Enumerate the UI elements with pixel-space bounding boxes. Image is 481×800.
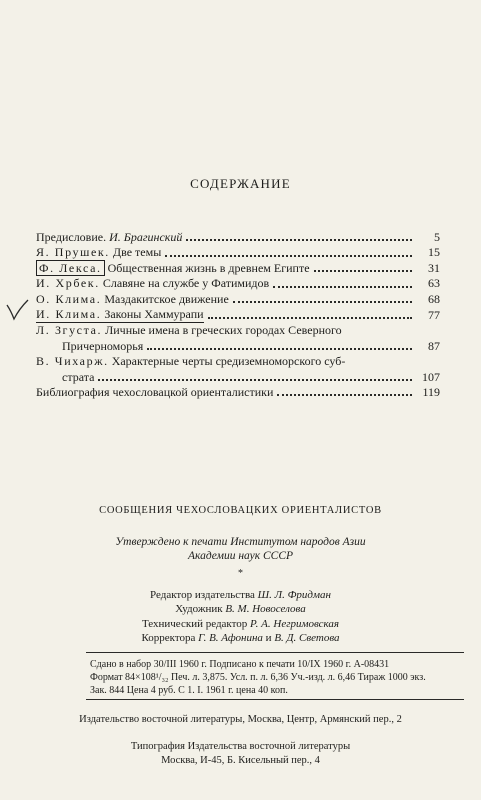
approval-note: Утверждено к печати Институтом народов Азии Академии наук СССР [115,536,366,562]
entry-author: И. Брагинский [109,230,183,244]
credits [0,588,481,645]
entry-page: 119 [422,385,440,400]
entry-title: Законы Хаммурапи [101,307,204,322]
entry-page: 87 [428,338,440,353]
dot-leader [277,394,412,396]
dot-leader [314,270,412,272]
entry-page: 107 [422,369,440,384]
entry-page: 68 [428,291,440,306]
entry-title-continuation: страта [62,369,95,384]
toc-entry-klima-i [36,307,440,323]
underlined-entry [36,307,204,323]
credit-proofreaders: Корректора Г. В. Афонина и В. Д. Светова [141,631,340,644]
entry-title: Характерные черты средиземноморского суб- [108,354,346,369]
entry-author: В. Чихарж. [36,354,109,369]
toc-entry-chiharzh [36,354,440,385]
entry-author-boxed: Ф. Лекса. [36,260,105,276]
entry-author: И. Клима. [36,307,102,322]
dot-leader [186,239,412,241]
dot-leader [165,255,412,257]
entry-page: 31 [428,260,440,275]
toc-entry-bibliography [36,385,440,400]
entry-page: 77 [428,308,440,323]
entry-title: Общественная жизнь в древнем Египте [104,260,310,275]
contents-heading: СОДЕРЖАНИЕ [190,176,291,191]
dot-leader [208,317,412,319]
dot-leader [233,301,412,303]
entry-title: Маздакитское движение [101,291,229,306]
entry-author: О. Клима. [36,291,102,306]
dot-leader [98,379,412,381]
entry-page: 63 [428,276,440,291]
toc-entry-hrbek [36,276,440,291]
entry-label: Библиография чехословацкой ориенталистики [36,385,274,400]
publisher-line: Издательство восточной литературы, Москва, Центр, Армянский пер., 2 [79,714,402,725]
credit-editor: Редактор издательства Ш. Л. Фридман [150,589,331,601]
handwritten-checkmark [5,299,29,321]
imprint-block: Сдано в набор 30/III 1960 г. Подписано к печати 10/IX 1960 г. А-08431 Формат 84×108¹/₃₂ Печ. л. 3,875. Усл. п. л. 6,36 Уч.-изд. л. 6,46 Тираж 1000 экз. Зак. 844 Цена 4 руб. С 1. I. 1961 г. цена 40 коп. [90,659,426,696]
entry-page: 5 [434,230,440,244]
entry-author: Л. Згуста. [36,323,103,338]
entry-title-continuation: Причерноморья [62,338,144,353]
table-of-contents [36,230,440,400]
entry-title: Славяне на службе у Фатимидов [99,276,270,291]
divider-bottom [86,699,464,700]
entry-label: Предисловие. [36,230,110,244]
entry-author: И. Хрбек. [36,276,100,291]
series-title: СООБЩЕНИЯ ЧЕХОСЛОВАЦКИХ ОРИЕНТАЛИСТОВ [99,505,382,516]
entry-title: Две темы [109,245,162,260]
toc-entry-prushek [36,245,440,260]
credit-tech-editor: Технический редактор Р. А. Негримовская [141,617,340,630]
entry-title: Личные имена в греческих городах Северного [102,323,342,338]
toc-entry-preface [36,230,440,245]
asterisk-divider: * [238,568,243,579]
divider-top [86,652,464,653]
entry-page: 15 [428,245,440,260]
entry-author: Я. Прушек. [36,245,110,260]
printer-info: Типография Издательства восточной литературы Москва, И-45, Б. Кисельный пер., 4 [130,741,351,766]
credit-artist: Художник В. М. Новоселова [175,603,306,616]
toc-entry-zgusta [36,323,440,354]
dot-leader [147,348,412,350]
toc-entry-leksa [36,261,440,276]
dot-leader [273,286,412,288]
toc-entry-klima-o [36,292,440,307]
